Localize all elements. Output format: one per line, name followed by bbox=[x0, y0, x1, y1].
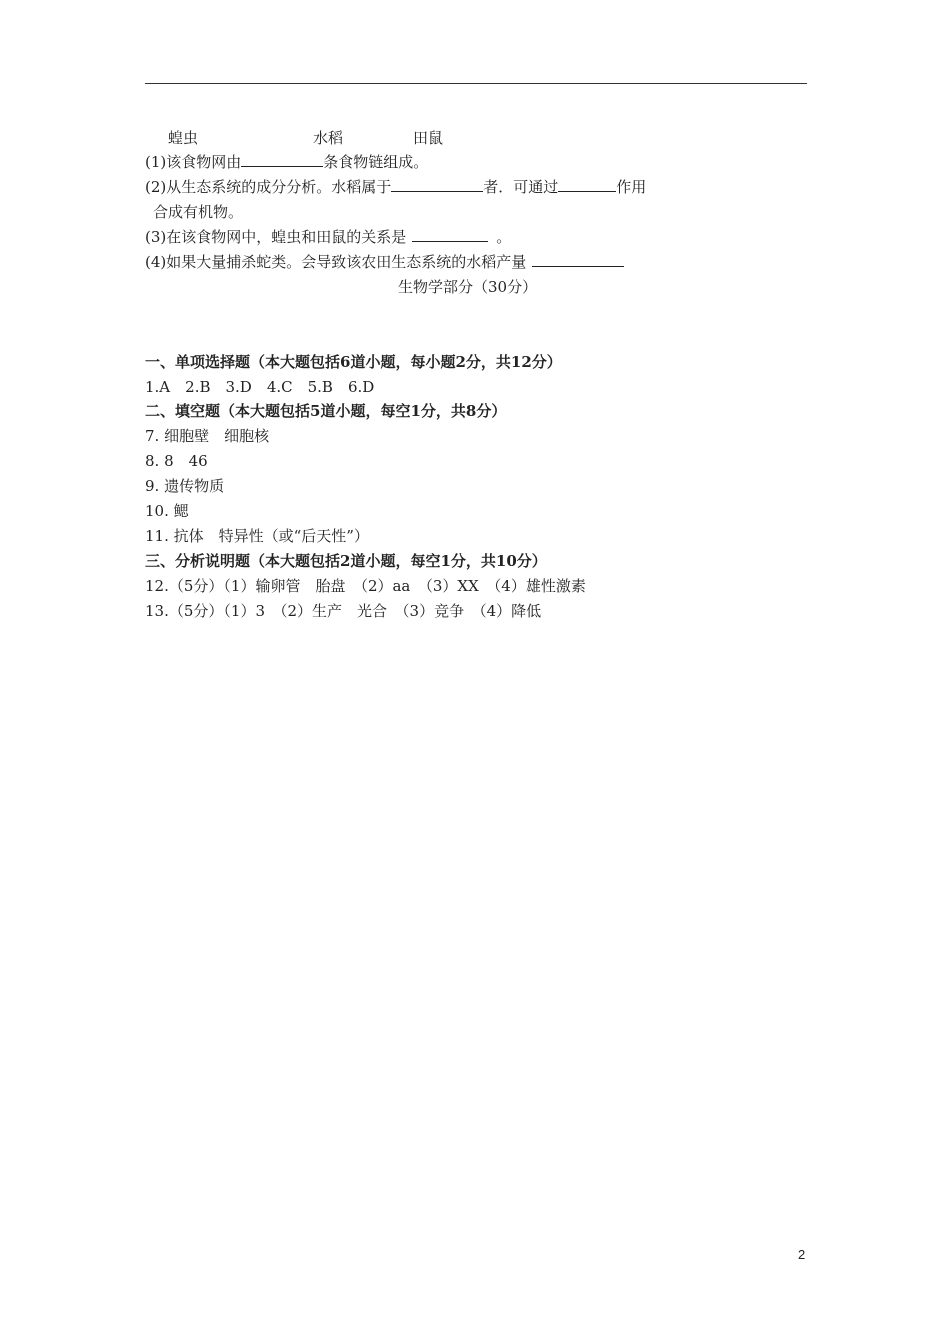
answers-part-1-line: 1.A 2.B 3.D 4.C 5.B 6.D bbox=[145, 378, 375, 396]
answers-part-2-line: 10. 鳃 bbox=[145, 502, 189, 520]
question-3-blank bbox=[412, 227, 488, 242]
question-3-text: (3)在该食物网中，蝗虫和田鼠的关系是 bbox=[145, 228, 407, 246]
question-2-blank-1 bbox=[391, 177, 483, 192]
question-4-text: (4)如果大量捕杀蛇类。会导致该农田生态系统的水稻产量 bbox=[145, 253, 527, 271]
question-2-text: (2)从生态系统的成分分析。水稻属于 bbox=[145, 178, 392, 196]
answers-part-3-line: 12.（5分）（1）输卵管 胎盘 （2）aa （3）XX （4）雄性激素 bbox=[145, 577, 586, 595]
answers-part-2-heading: 二、填空题（本大题包括5道小题，每空1分，共8分） bbox=[145, 402, 507, 420]
question-4-blank bbox=[532, 252, 624, 267]
question-2 bbox=[145, 177, 646, 197]
question-3 bbox=[145, 227, 511, 247]
answers-part-3-heading: 三、分析说明题（本大题包括2道小题，每空1分，共10分） bbox=[145, 552, 547, 570]
food-web-label-rice: 水稻 bbox=[313, 129, 344, 147]
answers-part-1-heading: 一、单项选择题（本大题包括6道小题，每小题2分，共12分） bbox=[145, 353, 562, 371]
question-1-text: (1)该食物网由 bbox=[145, 153, 242, 171]
question-4 bbox=[145, 252, 624, 272]
question-3-text-after: 。 bbox=[496, 228, 512, 246]
answers-part-2-line: 7. 细胞壁 细胞核 bbox=[145, 427, 270, 445]
question-1-blank bbox=[241, 152, 323, 167]
answers-part-2-line: 8. 8 46 bbox=[145, 452, 208, 470]
page-number: 2 bbox=[798, 1247, 806, 1262]
section-title: 生物学部分（30分） bbox=[398, 278, 538, 296]
question-1-text-after: 条食物链组成。 bbox=[323, 153, 429, 171]
food-web-label-locust: 蝗虫 bbox=[168, 129, 199, 147]
question-2-text-middle: 者．可通过 bbox=[483, 178, 559, 196]
question-2-text-after: 作用 bbox=[616, 178, 647, 196]
question-1 bbox=[145, 152, 428, 172]
question-2-blank-2 bbox=[558, 177, 616, 192]
answers-part-3-line: 13.（5分）（1）3 （2）生产 光合 （3）竞争 （4）降低 bbox=[145, 602, 542, 620]
answers-part-2-line: 11. 抗体 特异性（或“后天性”） bbox=[145, 527, 369, 545]
food-web-label-field-mouse: 田鼠 bbox=[413, 129, 444, 147]
question-2-continuation: 合成有机物。 bbox=[153, 203, 244, 221]
answers-part-2-line: 9. 遗传物质 bbox=[145, 477, 225, 495]
header-rule bbox=[145, 83, 807, 84]
